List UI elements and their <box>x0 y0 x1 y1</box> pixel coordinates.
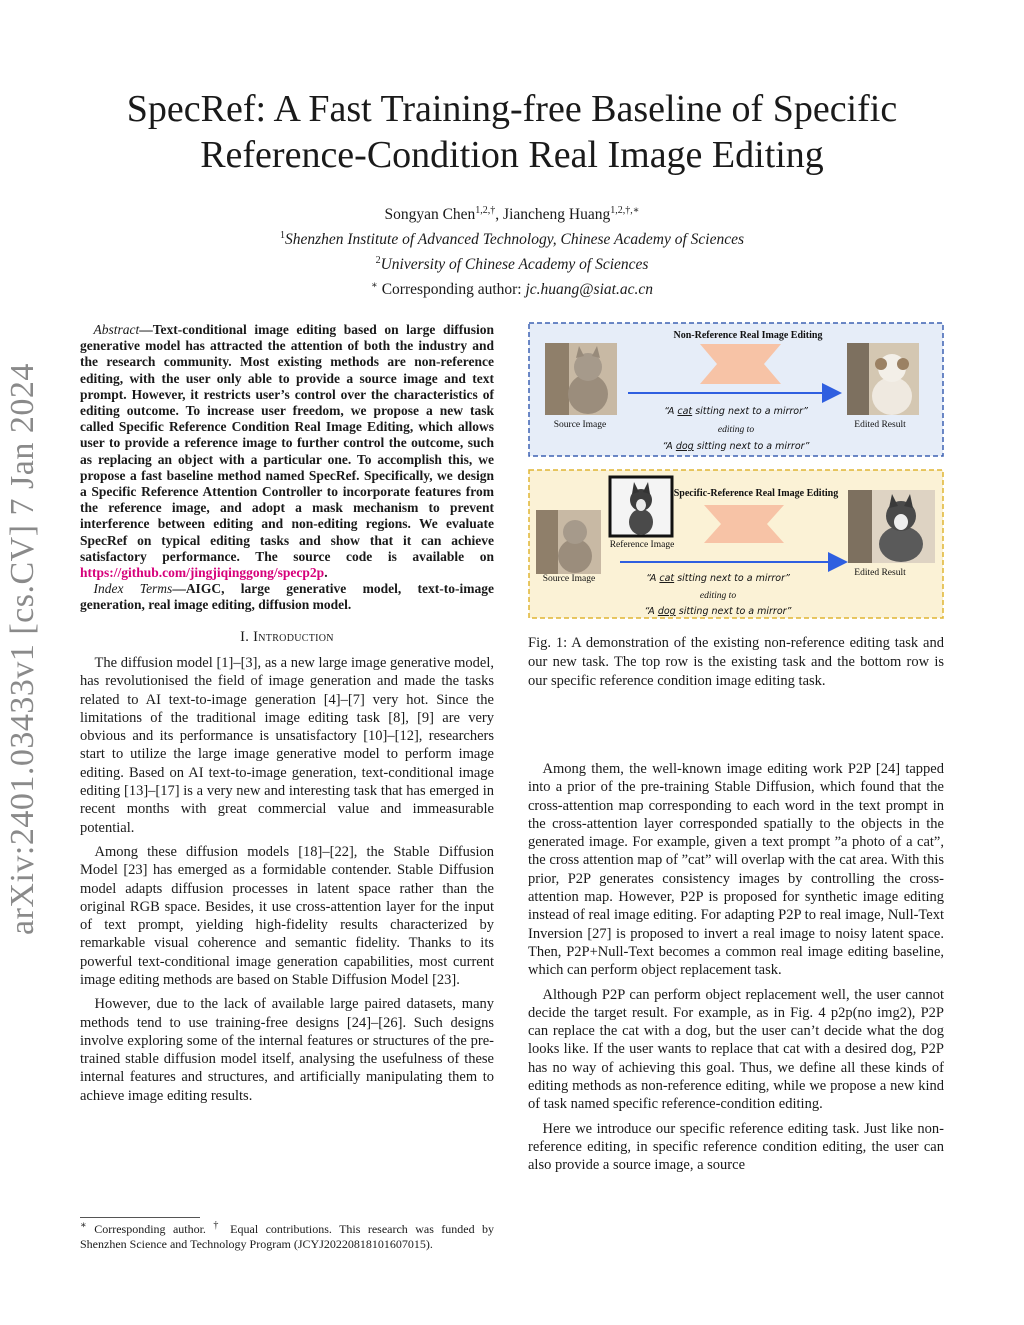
affiliation-2: $^2$University of Chinese Academy of Sciences <box>375 255 649 274</box>
footnote: ∗ Corresponding author. † Equal contributions. This research was funded by Shenzhen Science and Technology Program (JCYJ20220818101607015). <box>80 1217 494 1252</box>
intro-paragraph: Although P2P can perform object replacement well, the user cannot decide the target result. For example, as in Fig. 4 p2p(no img2), P2P can replace the cat with a dog, but the user can’t decide what the dog looks like. If the user wants to replace that cat with a desired dog, P2P has no way of achieving this goal. Thus, we define all these kinds of editing methods as non-reference editing, while we propose a new kind of task named specific reference-condition editing. <box>528 986 944 1113</box>
section-heading-introduction: I. Introduction <box>240 628 334 645</box>
figure-caption: Fig. 1: A demonstration of the existing non-reference editing task and our new task. The top row is the existing task and the bottom row is our specific reference condition image editing task. <box>528 635 944 689</box>
editing-to-top: editing to <box>717 425 755 435</box>
source-label-bottom: Source Image <box>542 574 596 584</box>
source-code-link[interactable]: https://github.com/jingjiqinggong/specp2p <box>80 565 325 581</box>
affiliation-1: $^1$Shenzhen Institute of Advanced Technology, Chinese Academy of Sciences <box>279 230 744 249</box>
author-names: Songyan Chen$^{1,2,\dagger}$, Jiancheng Huang$^{1,2,\dagger,∗}$ <box>384 205 640 224</box>
arxiv-identifier: arXiv:2401.03433v1 [cs.CV] 7 Jan 2024 <box>4 363 41 935</box>
prompt-target-bottom: “A dog sitting next to a mirror” <box>644 606 792 617</box>
footnote-rule <box>80 1217 200 1218</box>
edited-label-top: Edited Result <box>854 420 906 430</box>
source-cat-image-bottom <box>536 510 601 574</box>
reference-label: Reference Image <box>609 540 675 550</box>
corresponding-author: ∗ Corresponding author: jc.huang@siat.ac.cn <box>371 280 653 299</box>
title-line-2: Reference-Condition Real Image Editing <box>200 134 824 176</box>
right-column <box>528 760 944 1181</box>
reference-husky-image <box>610 477 672 536</box>
title-line-1: SpecRef: A Fast Training-free Baseline of Specific <box>126 88 898 130</box>
prompt-target-top: “A dog sitting next to a mirror” <box>662 441 810 452</box>
edited-husky-image <box>848 490 935 563</box>
index-terms: Index Terms—AIGC, large generative model, text-to-image generation, real image editing, diffusion model. <box>80 581 494 613</box>
figure-1 <box>528 322 944 620</box>
source-label-top: Source Image <box>553 420 607 430</box>
edited-label-bottom: Edited Result <box>854 568 906 578</box>
prompt-source-bottom: “A cat sitting next to a mirror” <box>646 573 790 584</box>
edited-dog-image-top <box>847 343 919 415</box>
prompt-source-top: “A cat sitting next to a mirror” <box>664 406 808 417</box>
intro-paragraph: Here we introduce our specific reference editing task. Just like non-reference editing, in specific reference condition editing, the user can also provide a source image, a source <box>528 1120 944 1174</box>
abstract: Abstract—Text-conditional image editing based on large diffusion generative model has attracted the attention of both the industry and the research community. Most existing methods are non-reference editing, with the user only able to provide a source image and text prompt. However, it restricts user’s control over the characteristics of editing outcome. To increase user freedom, we propose a new task called Specific Reference Condition Real Image Editing, which allows user to provide a reference image to further control the outcome, such as replacing an object with a particular one. To accomplish this, we propose a fast baseline method named SpecRef. Specifically, we design a Specific Reference Attention Controller to incorporate features from the reference image, and adopt a mask mechanism to prevent interference between editing and non-editing regions. We evaluate SpecRef on typical editing tasks and show that it can achieve satisfactory performance. The source code is available on https://github.com/jingjiqinggong/specp2p. <box>80 322 494 581</box>
author-block <box>60 200 964 301</box>
intro-paragraph: Among them, the well-known image editing work P2P [24] tapped into a prior of the pre-training Stable Diffusion, which found that the cross-attention map corresponding to each word in the text prompt in the cross-attention layer corresponded spatially to the objects in the generated image. For example, given a text prompt ”a photo of a cat”, the cross attention map of ”cat” will overlap with the cat area. With this prior, P2P generates consistency images by controlling the cross-attention map. However, P2P is proposed for synthetic image editing instead of real image editing. For adapting P2P to real image, Null-Text Inversion [27] is proposed to invert a real image to noisy latent space. Then, P2P+Null-Text becomes a common real image editing baseline, which can perform object replacement task. <box>528 761 944 979</box>
specific-reference-title: Specific-Reference Real Image Editing <box>673 488 839 499</box>
paper-title <box>60 86 964 178</box>
intro-paragraph: The diffusion model [1]–[3], as a new large image generative model, has revolutionised the field of image generation and made the tasks related to AI text-to-image generation [4]–[7] very hot. Since the limitations of the traditional image editing task [8], [9] are very obvious and its performance is unsatisfactory [10]–[12], researchers start to utilize the large image generative model to perform image editing. Based on AI text-to-image generation, text-conditional image editing [13]–[17] is a very new and interesting task that has emerged in recent months with great commercial value and immeasurable potential. <box>80 654 494 836</box>
intro-paragraph: Among these diffusion models [18]–[22], the Stable Diffusion Model [23] has emerged as a formidable contender. Stable Diffusion model adapts diffusion processes in latent space rather than the original RGB space. Besides, it use cross-attention layer for the input of text prompt, yielding high-fidelity results characterized by remarkable visual coherence and semantic fidelity. Thanks to its powerful text-conditional image generation capabilities, most current image editing methods are based on Stable Diffusion Model [23]. <box>80 843 494 988</box>
intro-paragraph: However, due to the lack of available large paired datasets, many methods tend to use training-free designs [24]–[26]. Such designs involve exploring some of the internal features or structures of the pre-trained stable diffusion model itself, analysing the usefulness of these internal features and structures, and artificially manipulating them to achieve image editing results. <box>80 996 494 1104</box>
corresponding-email: jc.huang@siat.ac.cn <box>525 281 653 299</box>
source-cat-image <box>545 343 617 415</box>
left-column <box>80 322 494 1111</box>
non-reference-title: Non-Reference Real Image Editing <box>673 330 823 341</box>
editing-to-bottom: editing to <box>699 591 737 601</box>
figure-1-svg <box>528 322 944 620</box>
